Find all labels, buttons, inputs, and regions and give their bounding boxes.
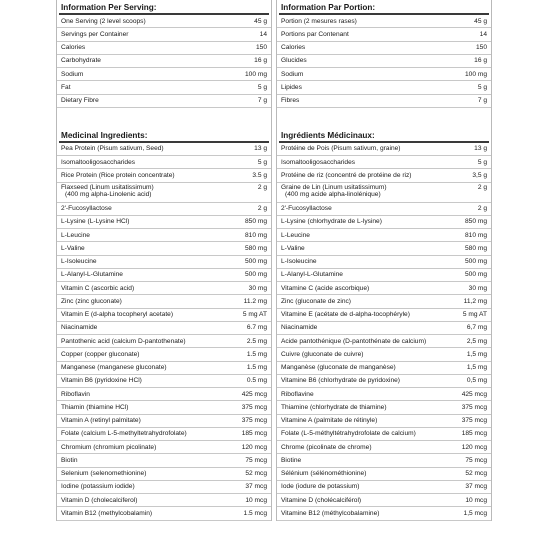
table-row [277, 322, 491, 335]
ingredient-name [61, 71, 245, 78]
ingredient-amount: 375 mcg [241, 403, 267, 411]
ingredient-name [61, 444, 242, 451]
ingredient-name [61, 18, 254, 25]
ingredient-name [61, 351, 247, 358]
ingredient-amount: 1,5 mg [466, 350, 487, 358]
ingredient-amount: 7 g [257, 97, 267, 105]
table-row [277, 183, 491, 203]
table-row [277, 375, 491, 388]
ingredient-amount: 500 mg [465, 271, 487, 279]
ingredient-label: Riboflavine [281, 390, 314, 398]
ingredient-amount: 185 mcg [241, 430, 267, 438]
ingredient-amount: 1.5 mg [246, 364, 267, 372]
ingredient-name [61, 483, 245, 490]
ingredient-name [281, 232, 465, 239]
ingredient-amount: 850 mg [245, 218, 267, 226]
ingredient-label: Zinc (gluconate de zinc) [281, 297, 352, 305]
table-row [57, 269, 271, 282]
ingredient-amount: 45 g [474, 17, 487, 25]
ingredient-name [61, 184, 258, 198]
ingredient-label: Selenium (selenomethionine) [61, 470, 147, 478]
ingredient-amount: 5 mg AT [462, 311, 487, 319]
ingredient-label: Vitamine D (cholécalciférol) [281, 496, 362, 504]
table-row [57, 81, 271, 94]
ingredient-label: Zinc (zinc gluconate) [61, 297, 122, 305]
section-gap [277, 108, 491, 130]
ingredient-name [281, 245, 465, 252]
ingredient-label: Protéine de Pois (Pisum sativum, graine) [281, 145, 401, 153]
table-row [57, 282, 271, 295]
ingredient-label: Carbohydrate [61, 57, 101, 65]
ingredient-label: Iodine (potassium iodide) [61, 483, 135, 491]
ingredient-amount: 45 g [254, 17, 267, 25]
table-row [57, 216, 271, 229]
table-row [57, 322, 271, 335]
table-row [57, 229, 271, 242]
ingredient-amount: 13 g [254, 145, 267, 153]
ingredient-label: 2'-Fucosyllactose [61, 205, 112, 213]
ingredient-name [281, 510, 464, 517]
table-row [277, 401, 491, 414]
ingredient-label: 2'-Fucosyllactose [281, 205, 332, 213]
ingredient-name [61, 218, 245, 225]
ingredient-amount: 425 mcg [461, 390, 487, 398]
ingredient-name [61, 84, 258, 91]
table-row [277, 216, 491, 229]
table-row [57, 55, 271, 68]
ingredient-label: Vitamin D (cholecalciferol) [61, 496, 138, 504]
ingredient-name [61, 205, 258, 212]
ingredient-name [281, 351, 467, 358]
ingredient-name [61, 44, 256, 51]
ingredient-name [281, 18, 474, 25]
ingredient-amount: 810 mg [245, 231, 267, 239]
table-row [277, 388, 491, 401]
table-row [57, 203, 271, 216]
ingredient-name [61, 430, 242, 437]
ingredient-amount: 810 mg [465, 231, 487, 239]
table-row [57, 143, 271, 156]
ingredient-name [61, 298, 244, 305]
table-row [57, 507, 271, 520]
table-row [277, 295, 491, 308]
ingredient-amount: 150 [475, 44, 487, 52]
ingredient-amount: 30 mg [248, 284, 267, 292]
ingredient-amount: 1,5 mcg [463, 509, 487, 517]
table-row [57, 362, 271, 375]
ingredient-name [281, 71, 465, 78]
ingredient-name [281, 159, 478, 166]
ingredient-sub-label: (400 mg alpha-Linolenic acid) [65, 190, 152, 198]
table-row [57, 494, 271, 507]
ingredient-label: Glucides [281, 57, 307, 65]
ingredient-name [61, 364, 247, 371]
ingredient-label: Folate (calcium L-5-methyltetrahydrofolate) [61, 430, 187, 438]
ingredient-amount: 52 mcg [465, 470, 487, 478]
table-row [277, 42, 491, 55]
table-row [57, 295, 271, 308]
ingredient-amount: 7 g [477, 97, 487, 105]
ingredient-amount: 2.5 mg [246, 337, 267, 345]
ingredient-label: Biotin [61, 456, 78, 464]
ingredient-label: Niacinamide [61, 324, 98, 332]
ingredient-name [281, 483, 465, 490]
ingredient-amount: 850 mg [465, 218, 487, 226]
table-row [57, 28, 271, 41]
ingredient-label: Sélénium (sélénométhionine) [281, 470, 367, 478]
ingredient-label: Fat [61, 83, 71, 91]
ingredient-amount: 3.5 g [252, 171, 267, 179]
ingredient-name [281, 31, 480, 38]
table-row [57, 348, 271, 361]
ingredient-amount: 5 g [477, 83, 487, 91]
ingredient-amount: 6.7 mg [246, 324, 267, 332]
table-row [277, 15, 491, 28]
ingredient-label: L-Valine [281, 244, 305, 252]
ingredient-label: Acide pantothénique (D-pantothénate de calcium) [281, 337, 427, 345]
ingredient-name [281, 444, 462, 451]
table-row [57, 309, 271, 322]
ingredient-label: Isomaltooligosaccharides [281, 158, 356, 166]
ingredient-amount: 30 mg [468, 284, 487, 292]
ingredient-amount: 500 mg [245, 271, 267, 279]
ingredient-amount: 5 g [257, 83, 267, 91]
ingredient-label: Servings per Container [61, 30, 129, 38]
ingredient-amount: 3,5 g [472, 171, 487, 179]
ingredient-amount: 16 g [254, 57, 267, 65]
ingredient-name [281, 338, 467, 345]
ingredient-name [61, 404, 242, 411]
table-row [57, 169, 271, 182]
ingredient-amount: 2 g [477, 205, 487, 213]
ingredient-label: Vitamin A (retinyl palmitate) [61, 417, 141, 425]
ingredient-label: Flaxseed (Linum usitatissimum) [61, 183, 154, 191]
ingredient-label: Vitamine E (acétate de d-alpha-tocophéryle) [281, 311, 410, 319]
ingredient-label: Riboflavin [61, 390, 90, 398]
ingredient-amount: 52 mcg [245, 470, 267, 478]
table-row [277, 362, 491, 375]
ingredient-amount: 500 mg [245, 258, 267, 266]
table-row [57, 242, 271, 255]
ingredient-label: Pea Protein (Pisum sativum, Seed) [61, 145, 164, 153]
ingredient-name [281, 364, 467, 371]
ingredient-label: Thiamin (thiamine HCl) [61, 403, 129, 411]
table-row [277, 143, 491, 156]
ingredient-name [281, 285, 469, 292]
section-gap [57, 108, 271, 130]
ingredient-name [61, 311, 243, 318]
ingredient-label: Vitamin C (ascorbic acid) [61, 284, 135, 292]
ingredient-label: Thiamine (chlorhydrate de thiamine) [281, 403, 387, 411]
ingredient-label: Lipides [281, 83, 302, 91]
table-row [277, 242, 491, 255]
table-row [277, 428, 491, 441]
table-row [57, 68, 271, 81]
ingredient-name [61, 417, 242, 424]
ingredient-name [281, 184, 478, 198]
ingredient-name [281, 470, 465, 477]
table-row [277, 309, 491, 322]
ingredient-label: Vitamine B12 (méthylcobalamine) [281, 509, 380, 517]
ingredient-amount: 6,7 mg [466, 324, 487, 332]
table-row [57, 401, 271, 414]
ingredient-amount: 1.5 mg [246, 350, 267, 358]
ingredient-amount: 16 g [474, 57, 487, 65]
serving-info-table [57, 15, 271, 108]
english-facts-panel [56, 0, 272, 521]
table-row [277, 481, 491, 494]
ingredient-label: Manganese (manganese gluconate) [61, 364, 167, 372]
ingredient-amount: 13 g [474, 145, 487, 153]
ingredient-name [281, 145, 474, 152]
ingredient-amount: 2 g [257, 183, 267, 191]
ingredient-amount: 0.5 mg [246, 377, 267, 385]
ingredient-amount: 375 mcg [241, 417, 267, 425]
ingredient-amount: 37 mcg [465, 483, 487, 491]
ingredient-amount: 5 mg AT [242, 311, 267, 319]
ingredient-name [61, 57, 254, 64]
ingredient-label: Vitamine B6 (chlorhydrate de pyridoxine) [281, 377, 400, 385]
ingredient-name [61, 159, 258, 166]
table-row [57, 415, 271, 428]
table-row [277, 156, 491, 169]
ingredient-label: Sodium [281, 70, 304, 78]
ingredient-label: Graine de Lin (Linum usitatissimum) [281, 183, 387, 191]
table-row [57, 468, 271, 481]
ingredient-name [61, 172, 252, 179]
ingredient-name [61, 470, 245, 477]
table-row [277, 229, 491, 242]
table-row [277, 507, 491, 520]
ingredient-label: Isomaltooligosaccharides [61, 158, 136, 166]
ingredient-name [281, 391, 462, 398]
ingredient-amount: 100 mg [245, 70, 267, 78]
ingredient-label: Protéine de riz (concentré de protéine de riz) [281, 171, 412, 179]
ingredient-label: Biotine [281, 456, 302, 464]
table-row [277, 203, 491, 216]
ingredient-name [61, 245, 245, 252]
table-row [277, 256, 491, 269]
ingredient-amount: 5 g [257, 158, 267, 166]
ingredient-label: Copper (copper gluconate) [61, 350, 140, 358]
ingredient-name [281, 404, 462, 411]
table-row [277, 95, 491, 108]
ingredient-name [281, 497, 465, 504]
table-row [57, 95, 271, 108]
medicinal-ingredients-table [57, 143, 271, 521]
table-row [57, 428, 271, 441]
ingredient-name [61, 324, 247, 331]
ingredient-name [281, 97, 478, 104]
ingredient-amount: 150 [255, 44, 267, 52]
ingredient-name [281, 417, 462, 424]
table-row [277, 415, 491, 428]
ingredient-amount: 11,2 mg [463, 297, 487, 305]
table-row [277, 454, 491, 467]
table-row [277, 68, 491, 81]
ingredient-amount: 11.2 mg [243, 297, 267, 305]
ingredient-label: Fibres [281, 97, 300, 105]
ingredient-label: L-Isoleucine [61, 258, 97, 266]
ingredient-name [281, 57, 474, 64]
table-row [277, 441, 491, 454]
ingredient-label: One Serving (2 level scoops) [61, 17, 146, 25]
ingredient-amount: 100 mg [465, 70, 487, 78]
ingredient-label: L-Leucine [281, 231, 310, 239]
table-row [57, 183, 271, 203]
ingredient-amount: 185 mcg [461, 430, 487, 438]
ingredient-amount: 1.5 mcg [243, 509, 267, 517]
medicinal-ingredients-title: Medicinal Ingredients: [61, 130, 148, 140]
ingredient-label: L-Isoleucine [281, 258, 317, 266]
ingredient-label: Vitamin B12 (methylcobalamin) [61, 509, 153, 517]
ingredient-label: Calories [281, 44, 306, 52]
serving-info-table [277, 15, 491, 108]
table-row [277, 348, 491, 361]
ingredient-amount: 425 mcg [241, 390, 267, 398]
ingredient-amount: 75 mcg [245, 456, 267, 464]
table-row [57, 454, 271, 467]
ingredient-name [281, 324, 467, 331]
table-row [57, 388, 271, 401]
ingredient-name [281, 172, 472, 179]
ingredient-label: Pantothenic acid (calcium D-pantothenate) [61, 337, 186, 345]
table-row [57, 42, 271, 55]
ingredient-label: Portions par Contenant [281, 30, 349, 38]
ingredient-name [61, 285, 249, 292]
ingredient-sub-label: (400 mg acide alpha-linolénique) [285, 190, 381, 198]
ingredient-label: Vitamin B6 (pyridoxine HCl) [61, 377, 142, 385]
ingredient-name [61, 258, 245, 265]
ingredient-name [281, 311, 463, 318]
ingredient-amount: 2 g [257, 205, 267, 213]
ingredient-amount: 2 g [477, 183, 487, 191]
table-row [57, 256, 271, 269]
ingredient-name [61, 338, 247, 345]
table-row [57, 156, 271, 169]
ingredient-amount: 14 [479, 30, 487, 38]
ingredient-amount: 5 g [477, 158, 487, 166]
ingredient-amount: 375 mcg [461, 417, 487, 425]
ingredient-label: Iode (iodure de potassium) [281, 483, 360, 491]
table-row [277, 169, 491, 182]
table-row [277, 81, 491, 94]
table-row [277, 335, 491, 348]
ingredient-amount: 10 mcg [465, 496, 487, 504]
table-row [277, 468, 491, 481]
ingredient-name [61, 232, 245, 239]
table-row [277, 55, 491, 68]
ingredient-name [281, 298, 464, 305]
ingredient-name [61, 145, 254, 152]
ingredient-name [281, 377, 467, 384]
ingredient-label: Manganèse (gluconate de manganèse) [281, 364, 396, 372]
ingredient-label: Cuivre (gluconate de cuivre) [281, 350, 364, 358]
ingredient-amount: 37 mcg [245, 483, 267, 491]
ingredient-name [281, 258, 465, 265]
table-row [57, 441, 271, 454]
ingredient-label: Vitamine C (acide ascorbique) [281, 284, 370, 292]
ingredient-amount: 580 mg [465, 244, 487, 252]
ingredient-label: Niacinamide [281, 324, 318, 332]
ingredient-label: L-Alanyl-L-Glutamine [61, 271, 123, 279]
ingredient-name [61, 457, 245, 464]
ingredient-label: Dietary Fibre [61, 97, 99, 105]
serving-info-title: Information Per Serving: [61, 3, 157, 12]
ingredient-amount: 0,5 mg [466, 377, 487, 385]
ingredient-name [281, 84, 478, 91]
ingredient-label: Folate (L-5-méthyltétrahydrofolate de calcium) [281, 430, 416, 438]
table-row [57, 335, 271, 348]
ingredient-label: L-Leucine [61, 231, 90, 239]
ingredient-name [281, 457, 465, 464]
ingredient-label: Calories [61, 44, 86, 52]
ingredient-amount: 14 [259, 30, 267, 38]
table-row [277, 282, 491, 295]
ingredient-label: Rice Protein (Rice protein concentrate) [61, 171, 175, 179]
medicinal-ingredients-title: Ingrédients Médicinaux: [281, 130, 375, 140]
table-row [277, 28, 491, 41]
ingredient-amount: 375 mcg [461, 403, 487, 411]
ingredient-label: L-Alanyl-L-Glutamine [281, 271, 343, 279]
table-row [57, 15, 271, 28]
ingredient-name [281, 205, 478, 212]
french-facts-panel [276, 0, 492, 521]
ingredient-amount: 2,5 mg [466, 337, 487, 345]
ingredient-name [281, 44, 476, 51]
ingredient-name [61, 271, 245, 278]
ingredient-amount: 10 mcg [245, 496, 267, 504]
table-row [57, 375, 271, 388]
table-row [277, 269, 491, 282]
ingredient-amount: 500 mg [465, 258, 487, 266]
ingredient-name [61, 97, 258, 104]
ingredient-amount: 120 mcg [241, 443, 267, 451]
medicinal-ingredients-table [277, 143, 491, 521]
ingredient-label: Portion (2 mesures rases) [281, 17, 357, 25]
ingredient-name [61, 31, 260, 38]
ingredient-label: Vitamin E (d-alpha tocopheryl acetate) [61, 311, 174, 319]
ingredient-name [61, 497, 245, 504]
ingredient-amount: 120 mcg [461, 443, 487, 451]
ingredient-label: L-Lysine (chlorhydrate de L-lysine) [281, 218, 382, 226]
table-row [57, 481, 271, 494]
ingredient-name [61, 510, 244, 517]
ingredient-name [281, 218, 465, 225]
ingredient-amount: 580 mg [245, 244, 267, 252]
ingredient-label: L-Lysine (L-Lysine HCl) [61, 218, 130, 226]
serving-info-title: Information Par Portion: [281, 3, 376, 12]
ingredient-name [61, 391, 242, 398]
ingredient-label: Chromium (chromium picolinate) [61, 443, 157, 451]
ingredient-label: Vitamine A (palmitate de rétinyle) [281, 417, 378, 425]
ingredient-label: Sodium [61, 70, 84, 78]
ingredient-amount: 75 mcg [465, 456, 487, 464]
ingredient-name [281, 271, 465, 278]
ingredient-name [281, 430, 462, 437]
ingredient-label: L-Valine [61, 244, 85, 252]
ingredient-label: Chrome (picolinate de chrome) [281, 443, 372, 451]
ingredient-name [61, 377, 247, 384]
table-row [277, 494, 491, 507]
ingredient-amount: 1,5 mg [466, 364, 487, 372]
